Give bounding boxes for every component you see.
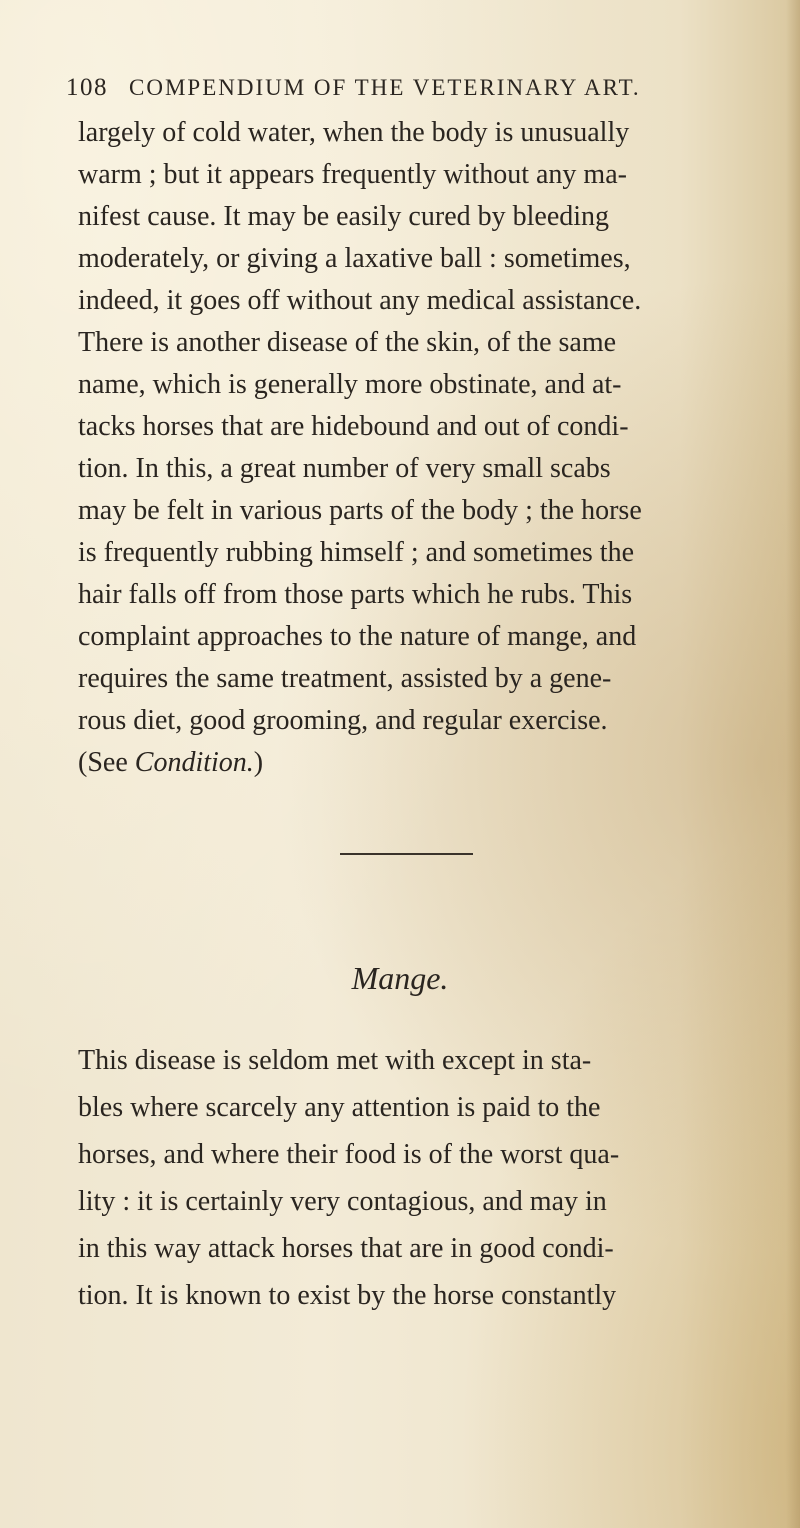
paragraph-1 [78, 112, 758, 784]
text-line: largely of cold water, when the body is unusually [78, 117, 630, 148]
text-line: in this way attack horses that are in good condi- [78, 1233, 614, 1264]
text-line: may be felt in various parts of the body ; the horse [78, 495, 642, 526]
text-line: There is another disease of the skin, of the same [78, 327, 617, 358]
see-suffix: ) [253, 747, 264, 778]
paragraph-2 [78, 1037, 768, 1319]
running-head [66, 74, 756, 114]
text-line: moderately, or giving a laxative ball : sometimes, [78, 243, 631, 274]
page-edge-shadow [786, 0, 800, 1528]
text-line: horses, and where their food is of the worst qua- [78, 1139, 620, 1170]
see-prefix: (See [78, 747, 135, 778]
text-line: tion. In this, a great number of very small scabs [78, 453, 611, 484]
see-italic-reference: Condition. [134, 747, 254, 778]
text-line: requires the same treatment, assisted by a gene- [78, 663, 612, 694]
section-heading: Mange. [351, 960, 449, 996]
book-title: COMPENDIUM OF THE VETERINARY ART. [129, 75, 641, 100]
text-line: nifest cause. It may be easily cured by bleeding [78, 201, 610, 232]
text-line: complaint approaches to the nature of mange, and [78, 621, 637, 652]
text-line: name, which is generally more obstinate, and at- [78, 369, 622, 400]
text-line: hair falls off from those parts which he rubs. This [78, 579, 633, 610]
text-line: This disease is seldom met with except in sta- [78, 1045, 592, 1076]
text-line: tacks horses that are hidebound and out of condi- [78, 411, 629, 442]
text-line: bles where scarcely any attention is paid to the [78, 1092, 601, 1123]
text-line: indeed, it goes off without any medical assistance. [78, 285, 642, 316]
text-line: tion. It is known to exist by the horse constantly [78, 1280, 617, 1311]
text-line: rous diet, good grooming, and regular exercise. [78, 705, 608, 736]
see-reference [78, 742, 758, 784]
page-number: 108 [66, 74, 108, 101]
text-line: warm ; but it appears frequently without any ma- [78, 159, 627, 190]
section-divider-rule [340, 853, 473, 855]
text-line: lity : it is certainly very contagious, and may in [78, 1186, 607, 1217]
text-line: is frequently rubbing himself ; and sometimes the [78, 537, 635, 568]
